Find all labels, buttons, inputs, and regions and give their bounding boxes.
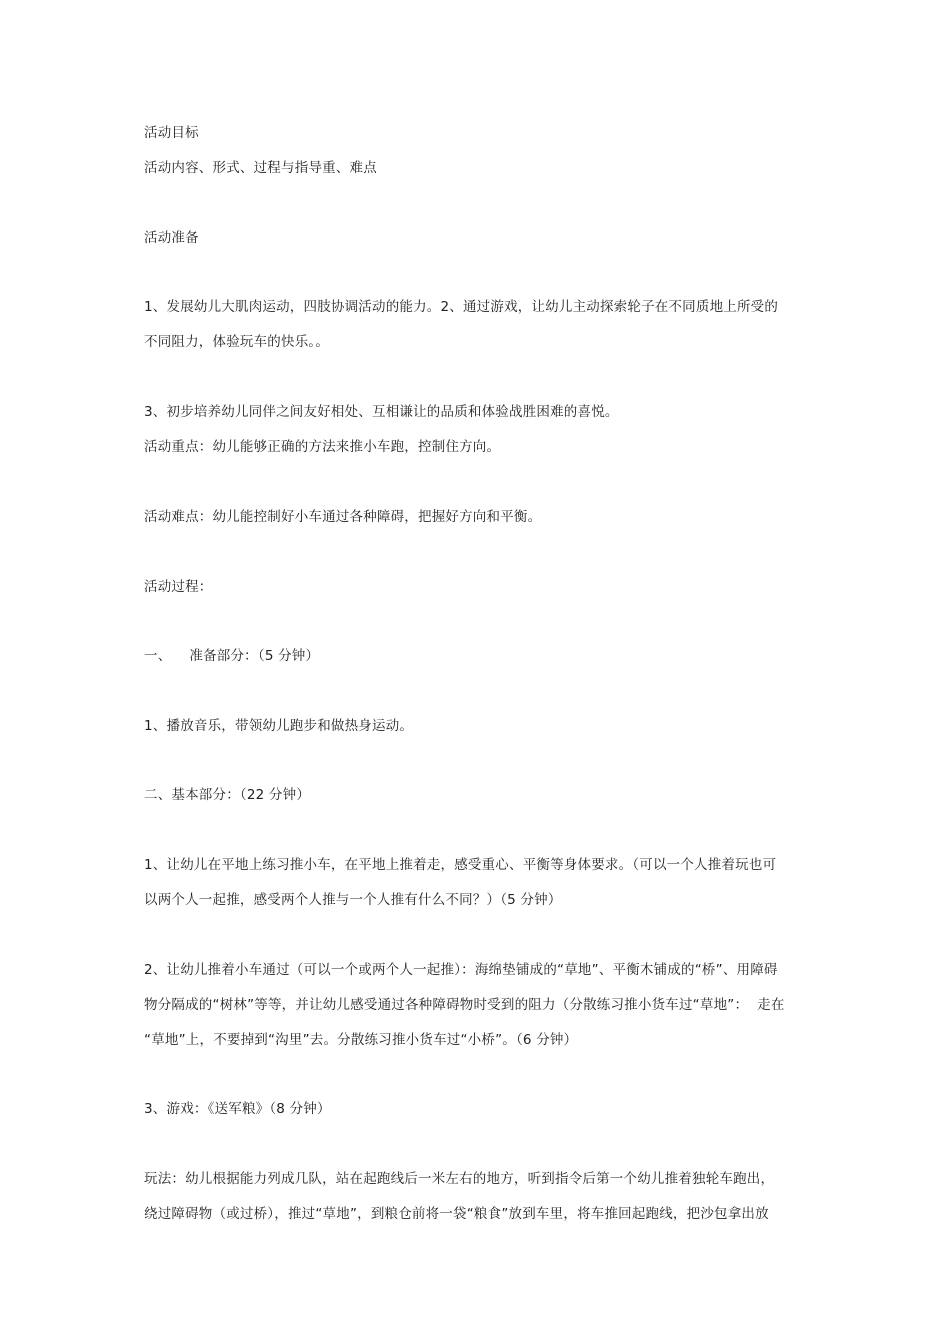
- text-line: 活动目标: [144, 125, 199, 141]
- text-line: 以两个人一起推，感受两个人推与一个人推有什么不同？）（5 分钟）: [144, 892, 562, 908]
- text-line: 活动准备: [144, 230, 199, 246]
- text-line: 玩法：幼儿根据能力列成几队，站在起跑线后一米左右的地方，听到指令后第一个幼儿推着独轮车跑出，: [144, 1171, 775, 1187]
- text-line: 活动重点：幼儿能够正确的方法来推小车跑，控制住方向。: [144, 439, 501, 455]
- text-line: 1、发展幼儿大肌肉运动，四肢协调活动的能力。2、通过游戏，让幼儿主动探索轮子在不同质地上所受的: [144, 299, 779, 315]
- section-heading: 二、基本部分：（22 分钟）: [144, 787, 311, 803]
- text-line: 活动难点：幼儿能控制好小车通过各种障碍，把握好方向和平衡。: [144, 509, 542, 525]
- text-line: 活动内容、形式、过程与指导重、难点: [144, 160, 377, 176]
- text-line: 活动过程：: [144, 579, 213, 595]
- text-line: 绕过障碍物（或过桥），推过“草地”，到粮仓前将一袋“粮食”放到车里，将车推回起跑线，把沙包拿出放: [144, 1206, 769, 1222]
- text-line: “草地”上，不要掉到“沟里”去。分散练习推小货车过“小桥”。（6 分钟）: [144, 1032, 578, 1048]
- text-line: 3、游戏：《送军粮》（8 分钟）: [144, 1101, 331, 1117]
- text-line: 1、让幼儿在平地上练习推小车，在平地上推着走，感受重心、平衡等身体要求。（可以一个人推着玩也可: [144, 857, 777, 873]
- text-line: 3、初步培养幼儿同伴之间友好相处、互相谦让的品质和体验战胜困难的喜悦。: [144, 404, 619, 420]
- text-line: 1、播放音乐，带领幼儿跑步和做热身运动。: [144, 718, 414, 734]
- section-heading: 一、 准备部分：（5 分钟）: [144, 648, 320, 664]
- text-line: 不同阻力，体验玩车的快乐。。: [144, 334, 330, 350]
- text-line: 2、让幼儿推着小车通过（可以一个或两个人一起推）：海绵垫铺成的“草地”、平衡木铺成的“桥”、用障碍: [144, 962, 778, 978]
- text-line: 物分隔成的“树林”等等，并让幼儿感受通过各种障碍物时受到的阻力（分散练习推小货车过“草地”： 走在: [144, 997, 785, 1013]
